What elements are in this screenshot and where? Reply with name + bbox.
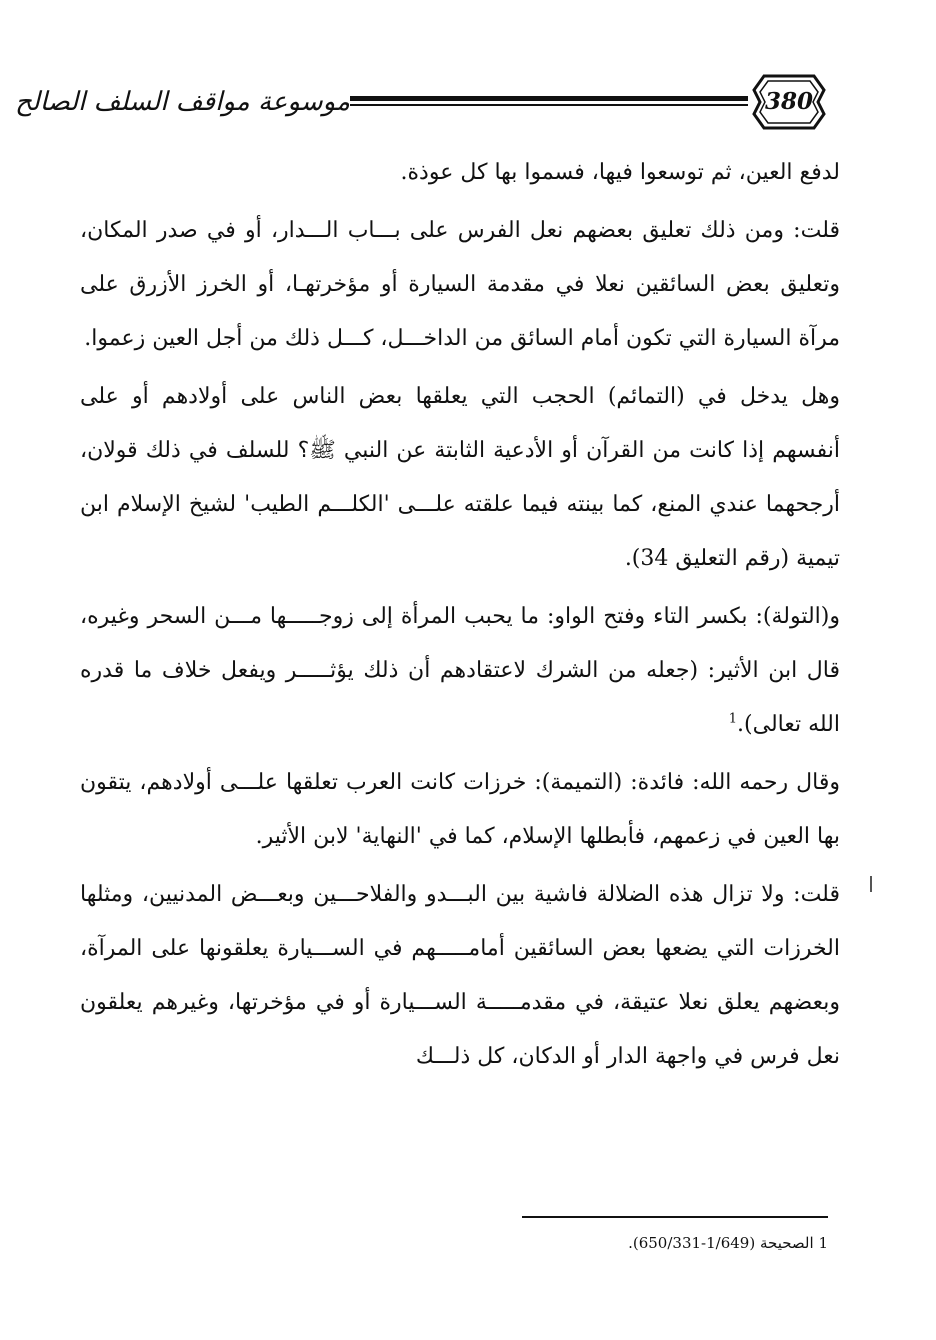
paragraph-6: قلت: ولا تزال هذه الضلالة فاشية بين البـــدو والفلاحـــين وبعـــض المدنيين، ومثلها الخرزات التي يضعها بعض السائقين أمامـــــهم في الســـيارة يعلقونها على المرآة، وبعضهم يعلق نعلا عتيقة، في مقدمـــــة الســـيارة أو في مؤخرتها، وغيرهم يعلقون نعل فرس في واجهة الدار أو الدكان، كل ذلـــك: [80, 882, 840, 1069]
footnote-text: الصحيحة (1/649-650/331).: [628, 1234, 814, 1252]
page-number: 380: [764, 88, 813, 115]
paragraph-3: وهل يدخل في (التمائم) الحجب التي يعلقها بعض الناس على أولادهم أو على أنفسهم إذا كانت من القرآن أو الأدعية الثابتة عن النبي ﷺ؟ للسلف في ذلك قولان، أرجحهما عندي المنع، كما بينته فيما علقته علـــى 'الكلـــم الطيب' لشيخ الإسلام ابن تيمية (رقم التعليق 34).: [80, 384, 840, 571]
book-title: موسوعة مواقف السلف الصالح: [15, 87, 350, 117]
footnote-reference[interactable]: 1: [728, 711, 738, 727]
page-header: [15, 70, 840, 134]
header-rule-thin: [350, 104, 748, 106]
footnote-separator: [522, 1216, 828, 1218]
main-text: [80, 146, 840, 1084]
paragraph-4: [80, 590, 840, 752]
margin-mark: [870, 876, 872, 892]
header-rule-thick: [350, 96, 748, 101]
paragraph-2: قلت: ومن ذلك تعليق بعضهم نعل الفرس على بـــاب الـــدار، أو في صدر المكان، وتعليق بعض السائقين نعلا في مقدمة السيارة أو مؤخرتهـا، أو الخرز الأزرق على مرآة السيارة التي تكون أمام السائق من الداخـــل، كـــل ذلك من أجل العين زعموا.: [80, 218, 840, 351]
footnote-number: 1: [818, 1234, 828, 1252]
paragraph-4-text: و(التولة): بكسر التاء وفتح الواو: ما يحبب المرأة إلى زوجـــــها مـــن السحر وغيره، قال ابن الأثير: (جعله من الشرك لاعتقادهم أن ذلك يؤثـــــر ويفعل خلاف ما قدره الله تعالى).: [80, 604, 840, 737]
header-rule: [350, 96, 748, 108]
paragraph-5: وقال رحمه الله: فائدة: (التميمة): خرزات كانت العرب تعلقها علـــى أولادهم، يتقون بها العين في زعمهم، فأبطلها الإسلام، كما في 'النهاية' لابن الأثير.: [80, 770, 840, 849]
paragraph-1: لدفع العين، ثم توسعوا فيها، فسموا بها كل عوذة.: [400, 160, 840, 185]
page-number-ornament: [748, 70, 830, 134]
footnote-1: [480, 1232, 828, 1254]
